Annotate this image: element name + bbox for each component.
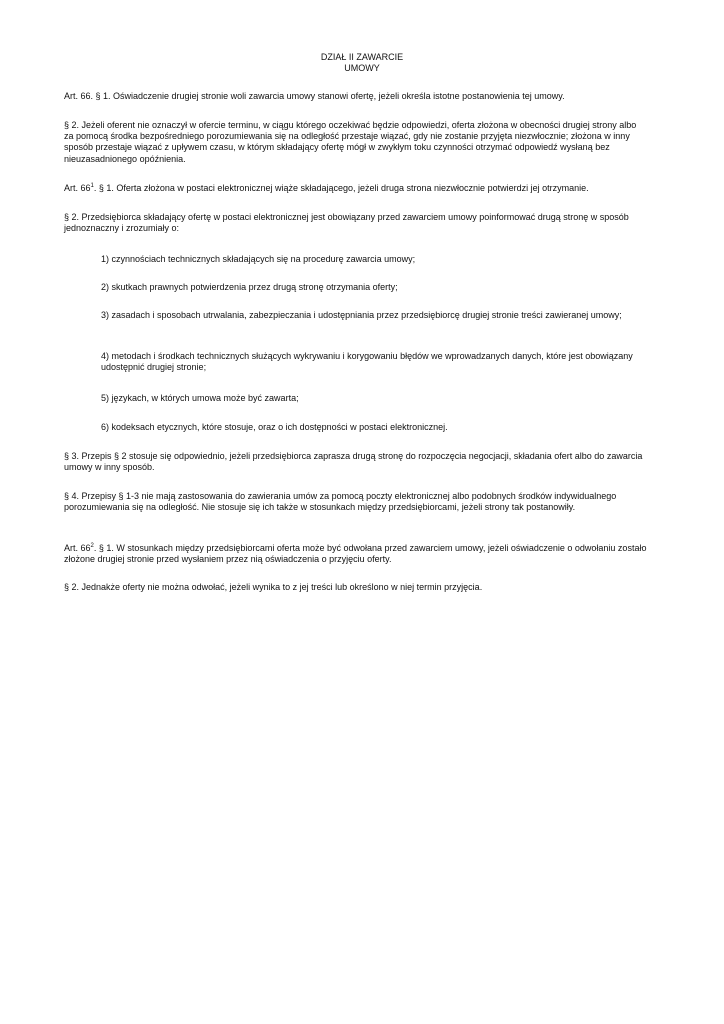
article-superscript: 2 xyxy=(90,543,94,549)
list-item: 5) językach, w których umowa może być zawarta; xyxy=(101,393,299,403)
art661-paragraph-2: § 2. Przedsiębiorca składający ofertę w postaci elektronicznej jest obowiązany przed zawarciem umowy poinformować drugą stronę w sposób jednoznaczny i zrozumiały o: xyxy=(64,212,629,234)
article-text: . § 1. Oferta złożona w postaci elektronicznej wiąże składającego, jeżeli druga strona niezwłocznie potwierdzi jej otrzymanie. xyxy=(93,183,589,193)
art66-paragraph-1: Art. 66. § 1. Oświadczenie drugiej stronie woli zawarcia umowy stanowi ofertę, jeżeli określa istotne postanowienia tej umowy. xyxy=(64,91,565,101)
list-item: 3) zasadach i sposobach utrwalania, zabezpieczania i udostępniania przez przedsiębiorcę drugiej stronie treści zawieranej umowy; xyxy=(101,310,622,320)
art661-paragraph-1 xyxy=(64,183,648,194)
art662-paragraph-1 xyxy=(64,543,648,565)
art661-paragraph-3: § 3. Przepis § 2 stosuje się odpowiednio, jeżeli przedsiębiorca zaprasza drugą stronę do rozpoczęcia negocjacji, składania ofert albo do zawarcia umowy w inny sposób. xyxy=(64,451,643,473)
art662-paragraph-2: § 2. Jednakże oferty nie można odwołać, jeżeli wynika to z jej treści lub określono w niej termin przyjęcia. xyxy=(64,582,483,592)
heading-line-2: UMOWY xyxy=(344,63,380,73)
list-item: 4) metodach i środkach technicznych służących wykrywaniu i korygowaniu błędów we wprowadzanych danych, które jest obowiązany udostępnić drugiej stronie; xyxy=(101,351,633,373)
art66-paragraph-2: § 2. Jeżeli oferent nie oznaczył w ofercie terminu, w ciągu którego oczekiwać będzie odpowiedzi, oferta złożona w obecności drugiej strony albo za pomocą środka bezpośredniego porozumiewania się na odległość przestaje wiązać, gdy nie zostanie przyjęta niezwłocznie; złożona w inny sposób przestaje wiązać z upływem czasu, w którym składający ofertę mógł w zwykłym toku czynności otrzymać odpowiedź wysłaną bez nieuzasadnionego opóźnienia. xyxy=(64,120,637,164)
list-item: 6) kodeksach etycznych, które stosuje, oraz o ich dostępności w postaci elektronicznej. xyxy=(101,422,448,432)
list-item: 1) czynnościach technicznych składających się na procedurę zawarcia umowy; xyxy=(101,254,416,264)
list-item: 2) skutkach prawnych potwierdzenia przez drugą stronę otrzymania oferty; xyxy=(101,282,398,292)
art661-paragraph-4: § 4. Przepisy § 1-3 nie mają zastosowania do zawierania umów za pomocą poczty elektronicznej albo podobnych środków indywidualnego porozumiewania się na odległość. Nie stosuje się ich także w stosunkach między przedsiębiorcami, jeżeli strony tak postanowiły. xyxy=(64,491,617,513)
heading-line-1: DZIAŁ II ZAWARCIE xyxy=(320,52,404,62)
section-heading xyxy=(0,52,724,74)
article-text: . § 1. W stosunkach między przedsiębiorcami oferta może być odwołana przed zawarciem umowy, jeżeli oświadczenie o odwołaniu zostało złożone drugiej stronie przed wysłaniem przez nią oświadczenia o przyjęciu oferty. xyxy=(64,543,647,565)
article-number: Art. 66 xyxy=(64,183,91,193)
article-number: Art. 66 xyxy=(64,543,91,553)
article-superscript: 1 xyxy=(90,183,94,189)
